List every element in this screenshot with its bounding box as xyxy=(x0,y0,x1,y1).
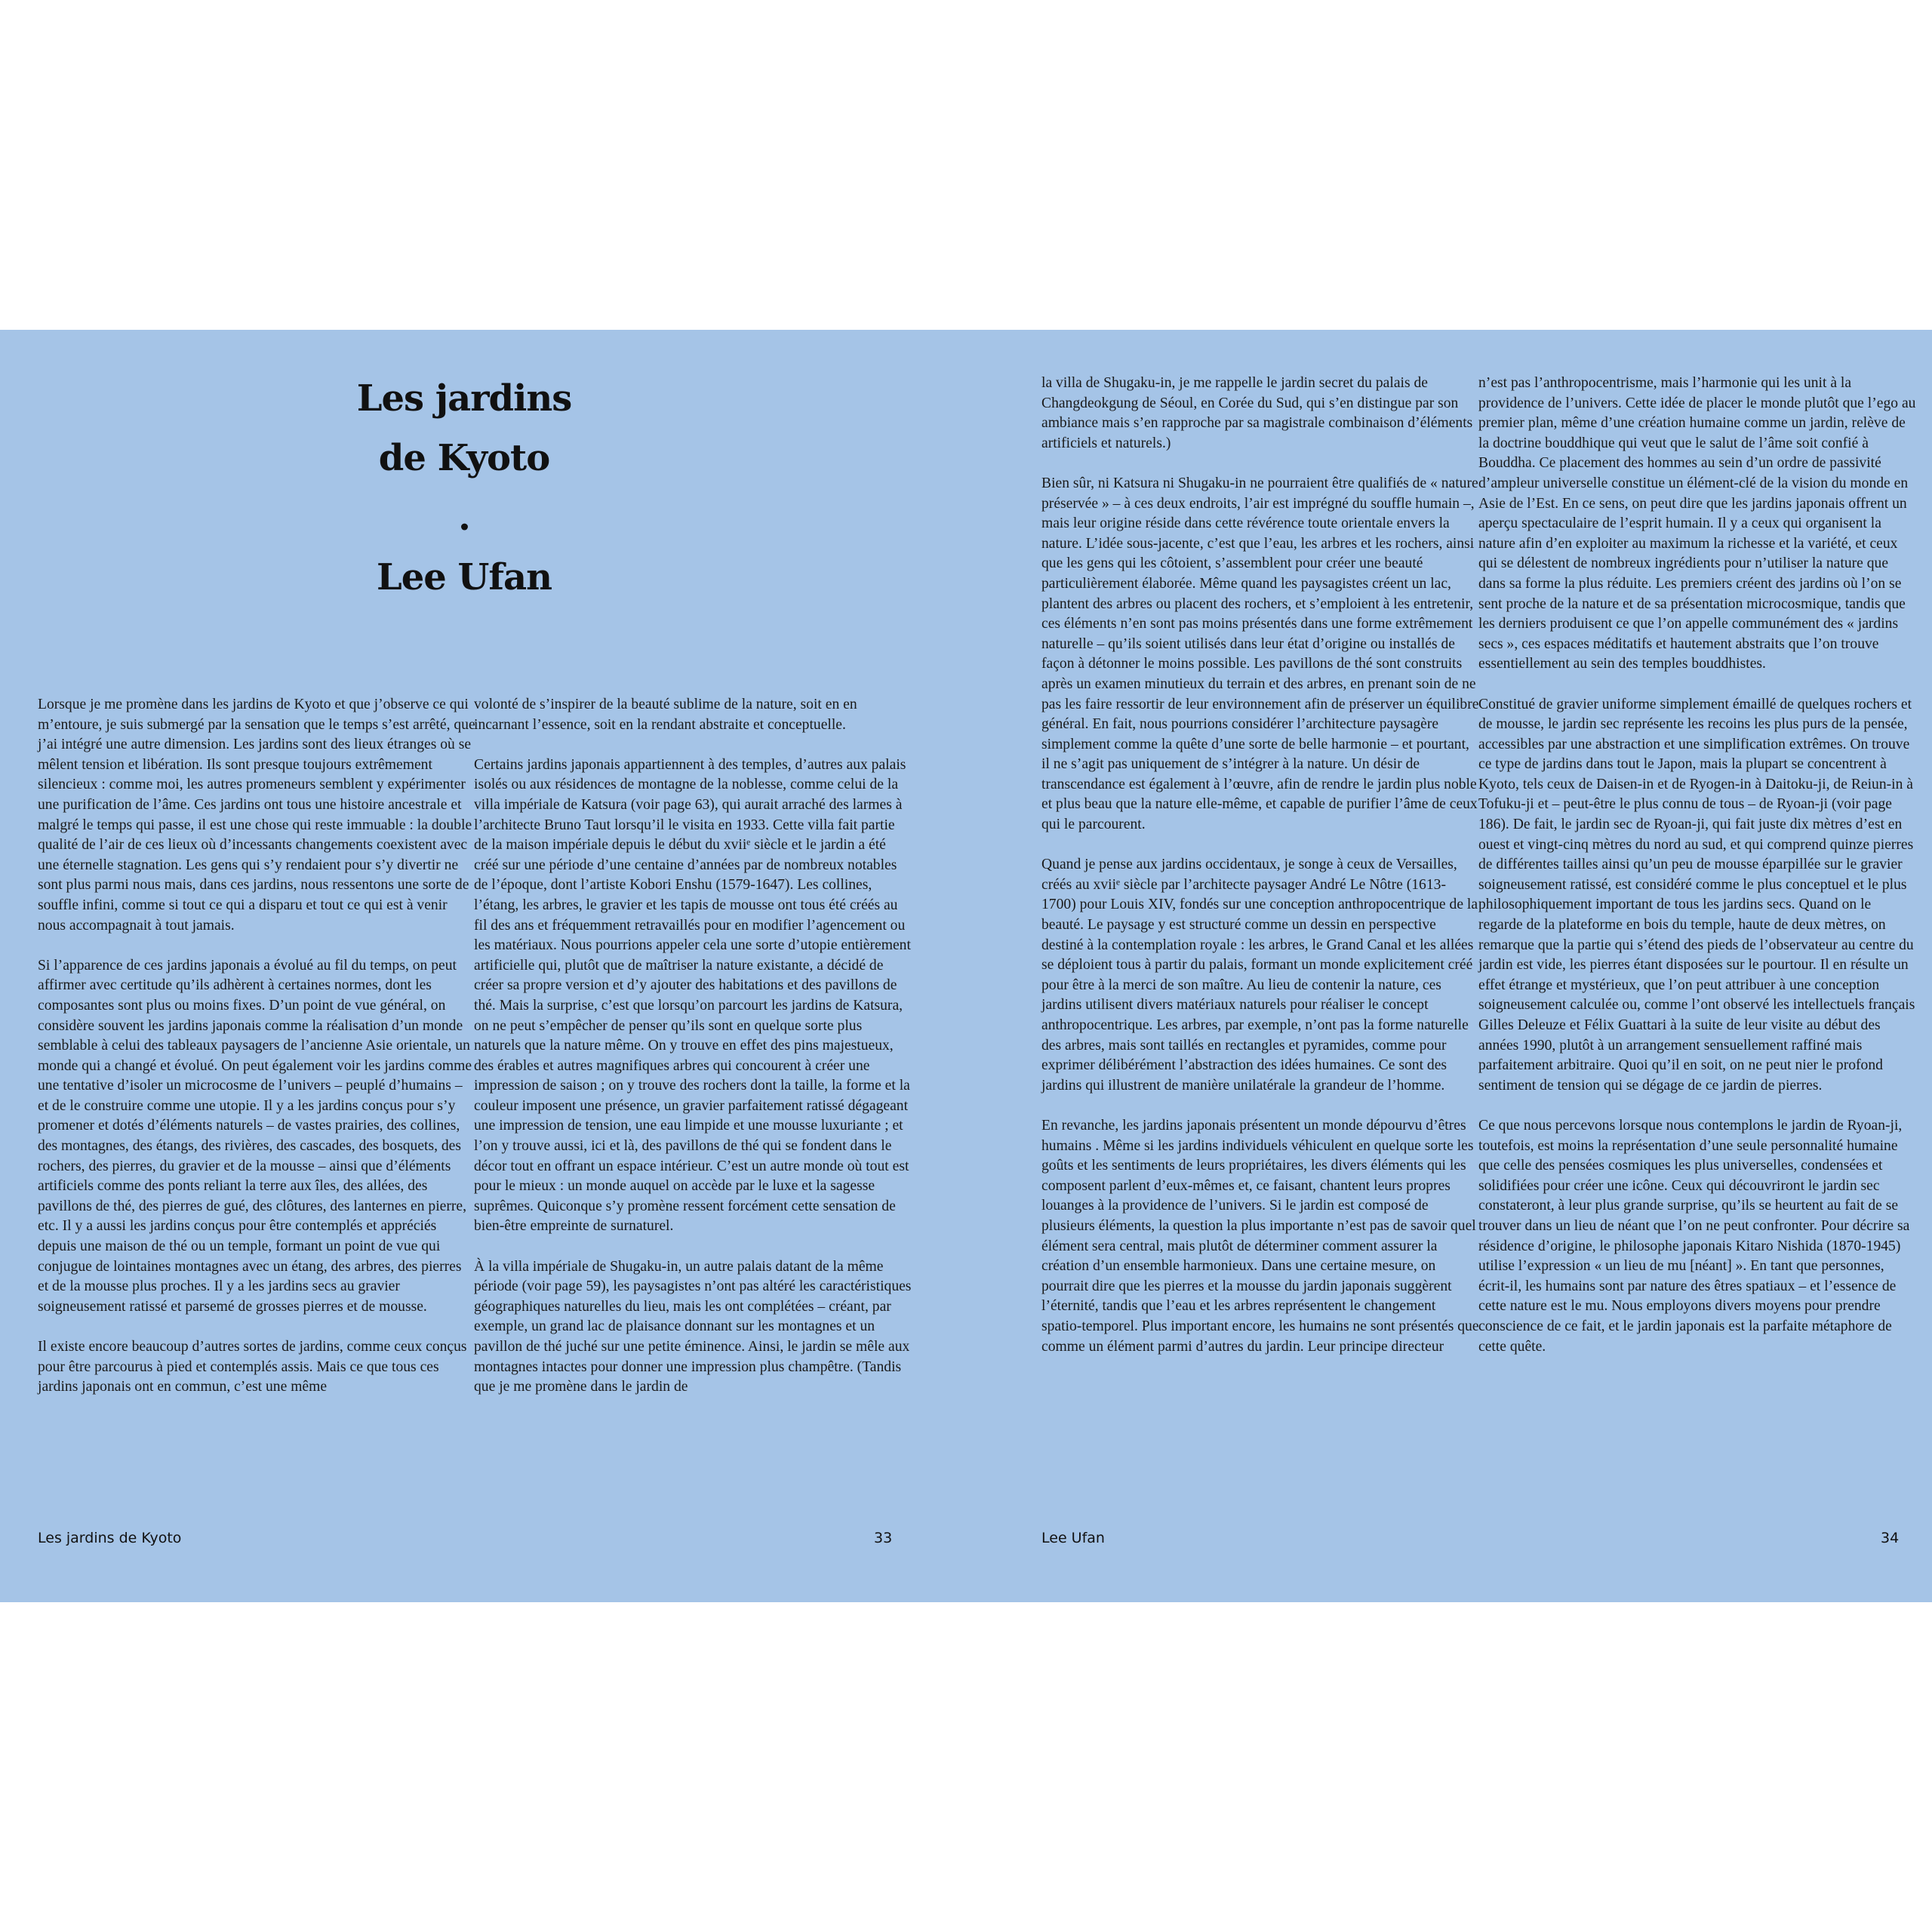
title-separator: . xyxy=(458,497,470,539)
text-column-4 xyxy=(1478,374,1916,1357)
page-number: 33 xyxy=(874,1530,893,1546)
paragraph: En revanche, les jardins japonais présentent un monde dépourvu d’êtres humains . Même si les jardins individuels véhiculent en quelque sorte les goûts et les sentiments de leurs propriétaires, les divers éléments qui les composent parlent d’eux-mêmes et, ce faisant, chantent leurs propres louanges à la providence de l’univers. Si le jardin est composé de plusieurs éléments, la question la plus importante n’est pas de savoir quel élément sera central, mais plutôt de déterminer comment assurer la création d’un ensemble harmonieux. Dans une certaine mesure, on pourrait dire que les pierres et la mousse du jardin japonais suggèrent l’éternité, tandis que l’eau et les arbres représentent le changement spatio-temporel. Plus important encore, les humains ne sont présentés que comme un élément parmi d’autres du jardin. Leur principe directeur xyxy=(1041,1117,1479,1355)
paragraph: Certains jardins japonais appartiennent à des temples, d’autres aux palais isolés ou aux résidences de montagne de la noblesse, comme celui de la villa impériale de Katsura (voir page 63), qui aurait arraché des larmes à l’architecte Bruno Taut lorsqu’il le visita en 1933. Cette villa fait partie de la maison impériale depuis le début du xviiᵉ siècle et le jardin a été créé sur une période d’une centaine d’années par de nombreux notables de l’époque, dont l’artiste Kobori Enshu (1579-1647). Les collines, l’étang, les arbres, le gravier et les tapis de mousse ont tous été créés au fil des ans et fréquemment retravaillés pour en modifier l’agencement ou les matériaux. Nous pourrions appeler cela une sorte d’utopie entièrement artificielle qui, plutôt que de maîtriser la nature existante, a décidé de créer sa propre version et d’y ajouter des habitations et des pavillons de thé. Mais la surprise, c’est que lorsqu’on parcourt les jardins de Katsura, on ne peut s’empêcher de penser qu’ils sont en quelque sorte plus naturels que la nature même. On y trouve en effet des pins majestueux, des érables et autres magnifiques arbres qui concourent à créer une impression de saison ; on y trouve des rochers dont la taille, la forme et la couleur imposent une présence, un gravier parfaitement ratissé dégageant une impression de tension, une eau limpide et une mousse luxuriante ; et l’on y trouve aussi, ici et là, des pavillons de thé qui se fondent dans le décor tout en offrant un espace intérieur. C’est un autre monde où tout est pour le mieux : un monde auquel on accède par le luxe et la sagesse suprêmes. Quiconque s’y promène ressent forcément cette sensation de bien-être empreinte de surnaturel. xyxy=(474,756,911,1235)
left-page xyxy=(0,330,966,1602)
paragraph: Si l’apparence de ces jardins japonais a évolué au fil du temps, on peut affirmer avec certitude qu’ils adhèrent à certaines normes, dont les composantes sont plus ou moins fixes. D’un point de vue général, on considère souvent les jardins japonais comme la réalisation d’un monde semblable à celui des tableaux paysagers de l’ancienne Asie orientale, un monde qui a changé et évolué. On peut également voir les jardins comme une tentative d’isoler un microcosme de l’univers – peuplé d’humains – et de le construire comme une utopie. Il y a les jardins conçus pour s’y promener et dotés d’éléments naturels – de vastes prairies, des collines, des montagnes, des étangs, des rivières, des cascades, des bosquets, des rochers, des pierres, du gravier et de la mousse – ainsi que d’éléments artificiels comme des ponts reliant la terre aux îles, des allées, des pavillons de thé, des pierres de gué, des clôtures, des lanternes en pierre, etc. Il y a aussi les jardins conçus pour être contemplés et appréciés depuis une maison de thé ou un temple, formant un point de vue qui conjugue de lointaines montagnes avec un étang, des arbres, des pierres et de la mousse plus proches. Il y a les jardins secs au gravier soigneusement ratissé et parsemé de grosses pierres et de mousse. xyxy=(38,957,472,1315)
paragraph: À la villa impériale de Shugaku-in, un autre palais datant de la même période (voir page 59), les paysagistes n’ont pas altéré les caractéristiques géographiques naturelles du lieu, mais les ont complétées – créant, par exemple, un grand lac de plaisance donnant sur les montagnes et un pavillon de thé juché sur une petite éminence. Ainsi, le jardin se mêle aux montagnes intactes pour donner une impression plus champêtre. (Tandis que je me promène dans le jardin de xyxy=(474,1258,912,1395)
paragraph: Il existe encore beaucoup d’autres sortes de jardins, comme ceux conçus pour être parcourus à pied et contemplés assis. Mais ce que tous ces jardins japonais ont en commun, c’est une même xyxy=(38,1339,467,1395)
text-column-2 xyxy=(474,695,912,1398)
chapter-title xyxy=(226,369,702,608)
running-footer: Lee Ufan xyxy=(1041,1530,1105,1546)
paragraph: volonté de s’inspirer de la beauté sublime de la nature, soit en en incarnant l’essence, soit en la rendant abstraite et conceptuelle. xyxy=(474,697,857,733)
page-number: 34 xyxy=(1881,1530,1900,1546)
book-spread xyxy=(0,330,1932,1602)
paragraph: la villa de Shugaku-in, je me rappelle le jardin secret du palais de Changdeokgung de Séoul, en Corée du Sud, qui s’en distingue par son ambiance mais s’en rapproche par sa magistrale combinaison d’éléments artificiels et naturels.) xyxy=(1041,375,1473,451)
title-line: Les jardins xyxy=(356,377,572,420)
paragraph: Constitué de gravier uniforme simplement émaillé de quelques rochers et de mousse, le jardin sec représente les recoins les plus purs de la pensée, accessibles par une abstraction et une simplification extrêmes. On trouve ce type de jardins dans tout le Japon, mais la plupart se concentrent à Kyoto, tels ceux de Daisen-in et de Ryogen-in à Daitoku-ji, de Reiun-in à Tofuku-ji et – peut-être le plus connu de tous – de Ryoan-ji (voir page 186). De fait, le jardin sec de Ryoan-ji, qui fait juste dix mètres d’est en ouest et vingt-cinq mètres du nord au sud, et qui comprend quinze pierres de différentes tailles ainsi qu’un peu de mousse éparpillée sur le gravier soigneusement ratissé, est considéré comme le plus conceptuel et le plus philosophiquement important de tous les jardins secs. Quand on le regarde de la plateforme en bois du temple, haute de deux mètres, on remarque que la partie qui s’étend des pieds de l’observateur au centre du jardin est vide, les pierres étant disposées sur le pourtour. Il en résulte un effet étrange et mystérieux, que l’on peut attribuer à une conception soigneusement calculée ou, comme l’ont observé les intellectuels français Gilles Deleuze et Félix Guattari à la suite de leur visite au début des années 1990, plutôt à un arrangement sensuellement raffiné mais parfaitement arbitraire. Quoi qu’il en soit, on ne peut nier le profond sentiment de tension qui se dégage de ce jardin de pierres. xyxy=(1478,696,1915,1094)
text-column-1 xyxy=(38,695,475,1398)
paragraph: Quand je pense aux jardins occidentaux, je songe à ceux de Versailles, créés au xviiᵉ siècle par l’architecte paysager André Le Nôtre (1613-1700) pour Louis XIV, fondés sur une conception anthropocentrique de la beauté. Le paysage y est structuré comme un dessin en perspective destiné à la contemplation royale : les arbres, le Grand Canal et les allées se déploient tous à partir du palais, formant un monde explicitement créé pour être à la merci de son maître. Au lieu de contenir la nature, ces jardins utilisent divers matériaux naturels pour réaliser le concept anthropocentrique. Les arbres, par exemple, n’ont pas la forme naturelle des arbres, mais sont taillés en rectangles et pyramides, comme pour exprimer délibérément l’abstraction des idées humaines. Ce sont des jardins qui illustrent de manière unilatérale la grandeur de l’homme. xyxy=(1041,857,1478,1094)
running-footer: Les jardins de Kyoto xyxy=(38,1530,182,1546)
title-line: de Kyoto xyxy=(378,437,550,479)
paragraph: Ce que nous percevons lorsque nous contemplons le jardin de Ryoan-ji, toutefois, est moins la représentation d’une seule personnalité humaine que celle des pensées cosmiques les plus universelles, condensées et solidifiées pour créer une icône. Ceux qui découvriront le jardin sec constateront, à leur plus grande surprise, qu’ils se heurtent au fait de se trouver dans un lieu de néant que l’on ne peut confronter. Pour décrire sa résidence d’origine, le philosophe japonais Kitaro Nishida (1870-1945) utilise l’expression « un lieu de mu [néant] ». En tant que personnes, écrit-il, les humains sont par nature des êtres spatiaux – et l’essence de cette nature est le mu. Nous employons divers moyens pour prendre conscience de ce fait, et le jardin japonais est la parfaite métaphore de cette quête. xyxy=(1478,1117,1910,1355)
right-page xyxy=(966,330,1932,1602)
author-name: Lee Ufan xyxy=(376,556,552,598)
text-column-3 xyxy=(1041,374,1479,1357)
paragraph: n’est pas l’anthropocentrisme, mais l’harmonie qui les unit à la providence de l’univers. Cette idée de placer le monde plutôt que l’ego au premier plan, même d’une création humaine comme un jardin, relève de la doctrine bouddhique qui veut que le salut de l’âme soit confié à Bouddha. Ce placement des hommes au sein d’un ordre de passivité d’ampleur universelle constitue un élément-clé de la vision du monde en Asie de l’Est. En ce sens, on peut dire que les jardins japonais offrent un aperçu spectaculaire de l’esprit humain. Il y a ceux qui organisent la nature afin d’en exploiter au maximum la richesse et la variété, et ceux qui se délestent de nombreux ingrédients pour n’utiliser la nature que dans sa forme la plus réduite. Les premiers créent des jardins où l’on se sent proche de la nature et de sa présentation microcosmique, tandis que les derniers produisent ce que l’on appelle communément des « jardins secs », ces espaces méditatifs et hautement abstraits que l’on trouve essentiellement au sein des temples bouddhistes. xyxy=(1478,375,1916,672)
paragraph: Lorsque je me promène dans les jardins de Kyoto et que j’observe ce qui m’entoure, je suis submergé par la sensation que le temps s’est arrêté, que j’ai intégré une autre dimension. Les jardins sont des lieux étranges où se mêlent tension et libération. Ils sont presque toujours extrêmement silencieux : comme moi, les autres promeneurs semblent y expérimenter une purification de l’âme. Ces jardins ont tous une histoire ancestrale et malgré le temps qui passe, il est une chose qui reste immuable : la double qualité de l’air de ces lieux où d’incessants changements coexistent avec une éternelle stagnation. Les gens qui s’y rendaient pour s’y divertir ne sont plus parmi nous mais, dans ces jardins, nous ressentons une sorte de souffle infini, comme si tout ce qui a disparu et tout ce qui est à venir nous accompagnait à tout jamais. xyxy=(38,697,475,934)
paragraph: Bien sûr, ni Katsura ni Shugaku-in ne pourraient être qualifiés de « nature préservée » – à ces deux endroits, l’air est imprégné du souffle humain –, mais leur origine réside dans cette révérence toute orientale envers la nature. L’idée sous-jacente, c’est que l’eau, les arbres et les rochers, ainsi que les gens qui les côtoient, s’assemblent pour créer une beauté particulièrement élaborée. Même quand les paysagistes créent un lac, plantent des arbres ou placent des rochers, et s’emploient à les entretenir, ces éléments n’en sont pas moins présentés dans une forme extrêmement naturelle – qu’ils soient utilisés dans leur état d’origine ou installés de façon à détonner le moins possible. Les pavillons de thé sont construits après un examen minutieux du terrain et des arbres, en prenant soin de ne pas les faire ressortir de leur environnement afin de préserver un équilibre général. En fait, nous pourrions considérer l’architecture paysagère simplement comme la quête d’une sorte de belle harmonie – et pourtant, il ne s’agit pas uniquement de s’intégrer à la nature. Un désir de transcendance est également à l’œuvre, afin de rendre le jardin plus noble et plus beau que la nature elle-même, et capable de purifier l’âme de ceux qui le parcourent. xyxy=(1041,475,1479,833)
